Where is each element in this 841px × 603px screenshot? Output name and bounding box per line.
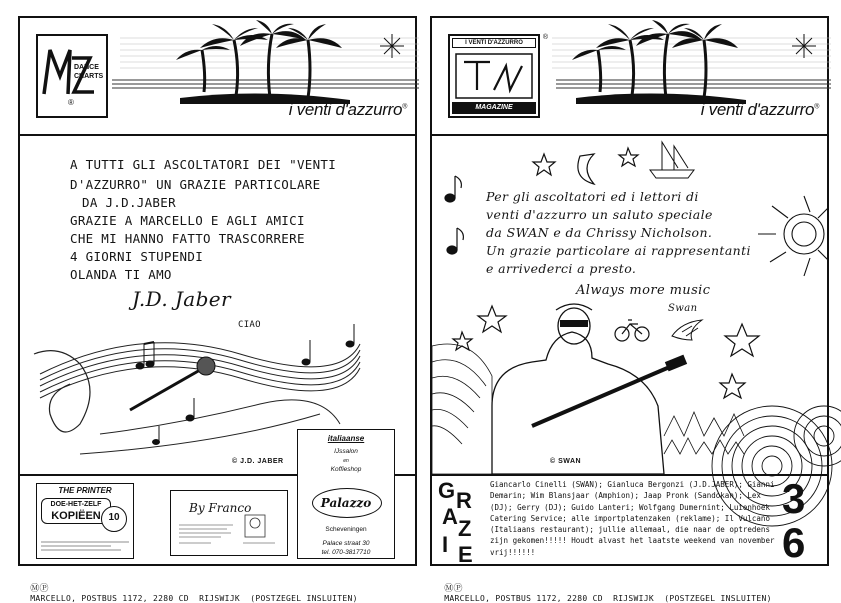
jaber-message-line-7: OLANDA TI AMO: [70, 267, 172, 282]
jaber-message-line-6: 4 GIORNI STUPENDI: [70, 249, 204, 264]
grazie-letter-a: A: [442, 504, 458, 529]
by-franco-ad: [170, 490, 288, 556]
palazzo-ad-line-4: Koffieshop: [330, 466, 362, 473]
jaber-message-line-2: D'AZZURRO" UN GRAZIE PARTICOLARE: [70, 177, 321, 192]
swan-message-line-4: Un grazie particolare ai rappresentanti: [486, 243, 751, 258]
printer-ad-address-lines: [41, 540, 129, 552]
venti-azzurro-magazine-logo: [448, 34, 548, 118]
postal-icon: ⓂⓅ: [30, 584, 49, 594]
wings-icon: [672, 320, 702, 340]
left-page: [18, 16, 417, 566]
sailboat-icon: [650, 142, 694, 178]
right-credit: © SWAN: [550, 458, 582, 465]
left-tagline: [289, 100, 407, 120]
swan-message-line-5: e arrivederci a presto.: [486, 261, 637, 276]
left-footer-address-text: MARCELLO, POSTBUS 1172, 2280 CD RIJSWIJK (POSTZEGEL INSLUITEN): [30, 594, 358, 603]
swan-message-line-3: da SWAN e da Chrissy Nicholson.: [486, 225, 713, 240]
left-page-header: [20, 18, 415, 136]
star-icon: [725, 324, 759, 356]
the-printer-ad: [36, 483, 134, 559]
printer-ad-title: THE PRINTER: [58, 486, 112, 495]
magazine-logo-bottom: MAGAZINE: [452, 102, 536, 114]
palazzo-ad-address: Palace straat 30: [322, 540, 370, 547]
swan-doodle-illustration: [432, 136, 831, 474]
issue-number-digit-2: 6: [782, 519, 806, 566]
logo-text-dance: DANCE: [74, 64, 99, 71]
jaber-signature: J.D. Jaber: [132, 287, 231, 311]
palazzo-ad-line-2: IJssalon: [334, 448, 358, 455]
moon-icon: [578, 154, 594, 184]
right-tagline: [701, 100, 819, 120]
jaber-message-line-3: DA J.D.JABER: [82, 195, 176, 210]
right-page-header: [432, 18, 827, 136]
palazzo-ad-line-3: en: [343, 458, 349, 464]
palazzo-ad: [297, 429, 395, 559]
grazie-letter-e: E: [458, 542, 473, 567]
printer-ad-banner-line-1: DOE-HET-ZELF: [50, 501, 102, 508]
franco-ad-brand: By Franco: [189, 501, 252, 515]
grazie-letter-z: Z: [458, 516, 472, 541]
logo-text-charts: CHARTS: [74, 73, 104, 80]
always-more-music: Always more music: [576, 283, 711, 298]
postal-icon: ⓂⓅ: [444, 584, 463, 594]
star-icon: [478, 306, 506, 332]
magazine-logo-mark: ®: [542, 34, 548, 41]
star-icon: [533, 154, 555, 175]
right-tagline-text: i venti d'azzurro: [700, 100, 815, 119]
swan-message-line-1: Per gli ascoltatori ed i lettori di: [486, 189, 699, 204]
swan-message-line-2: venti d'azzurro un saluto speciale: [486, 207, 713, 222]
left-footer-address: [20, 572, 358, 603]
palazzo-ad-logo: Palazzo: [320, 496, 372, 510]
left-credit: © J.D. JABER: [232, 458, 284, 465]
issue-number-digit-1: 3: [782, 475, 806, 522]
franco-ad-graphics: [171, 491, 287, 555]
printer-ad-fineprint: [41, 540, 131, 553]
thanks-list: Giancarlo Cinelli (SWAN); Gianluca Bergonzi (J.D.JABER); Gianni Demarin; Wim Blansjaar (Amphion); Jaap Pronk (Sandokan); Lex (DJ); Gerry (DJ); Guido Lanteri; Wolfgang Dumernint; Luienhoek Catering Service; alle importplatenzaken (reklame); Il Vulcano (Italiaans restaurant); jullie allemaal, die naar de optredens zijn gekomen!!!!! Houdt alvast het laatste weekend van november vrij!!!!!!: [490, 480, 779, 557]
palazzo-ad-line-1: italiaanse: [327, 434, 365, 443]
right-footer-address-text: MARCELLO, POSTBUS 1172, 2280 CD RIJSWIJK (POSTZEGEL INSLUITEN): [444, 594, 772, 603]
ciao-label: CIAO: [238, 320, 261, 330]
left-tagline-mark: ®: [402, 103, 407, 111]
guitarist-figure: [492, 304, 687, 474]
grazie-letter-g: G: [438, 478, 456, 503]
magazine-logo-top: I VENTI D'AZZURRO: [452, 38, 536, 48]
right-footer-address: [434, 572, 772, 603]
mz-dance-charts-logo: [36, 34, 108, 118]
right-tagline-mark: ®: [814, 103, 819, 111]
star-icon: [619, 148, 638, 166]
right-page: [430, 16, 829, 566]
printer-ad-price: 10: [101, 506, 127, 532]
grazie-letter-i: I: [442, 532, 449, 557]
grazie-letter-r: R: [456, 488, 472, 513]
left-tagline-text: i venti d'azzurro: [288, 100, 403, 119]
palazzo-ad-city: Scheveningen: [325, 526, 367, 533]
swan-signature: Swan: [668, 303, 698, 314]
jaber-message-line-1: A TUTTI GLI ASCOLTATORI DEI "VENTI: [70, 157, 337, 172]
star-icon: [720, 374, 745, 398]
printer-ad-banner-line-2: KOPIËEN: [51, 510, 101, 522]
palazzo-ad-phone: tel. 070-3817710: [321, 549, 371, 556]
jaber-message-line-5: CHE MI HANNO FATTO TRASCORRERE: [70, 231, 305, 246]
star-icon: [453, 332, 472, 350]
logo-registered-mark: ®: [68, 98, 74, 107]
jaber-message-line-4: GRAZIE A MARCELLO E AGLI AMICI: [70, 213, 305, 228]
bicycle-icon: [615, 320, 649, 341]
